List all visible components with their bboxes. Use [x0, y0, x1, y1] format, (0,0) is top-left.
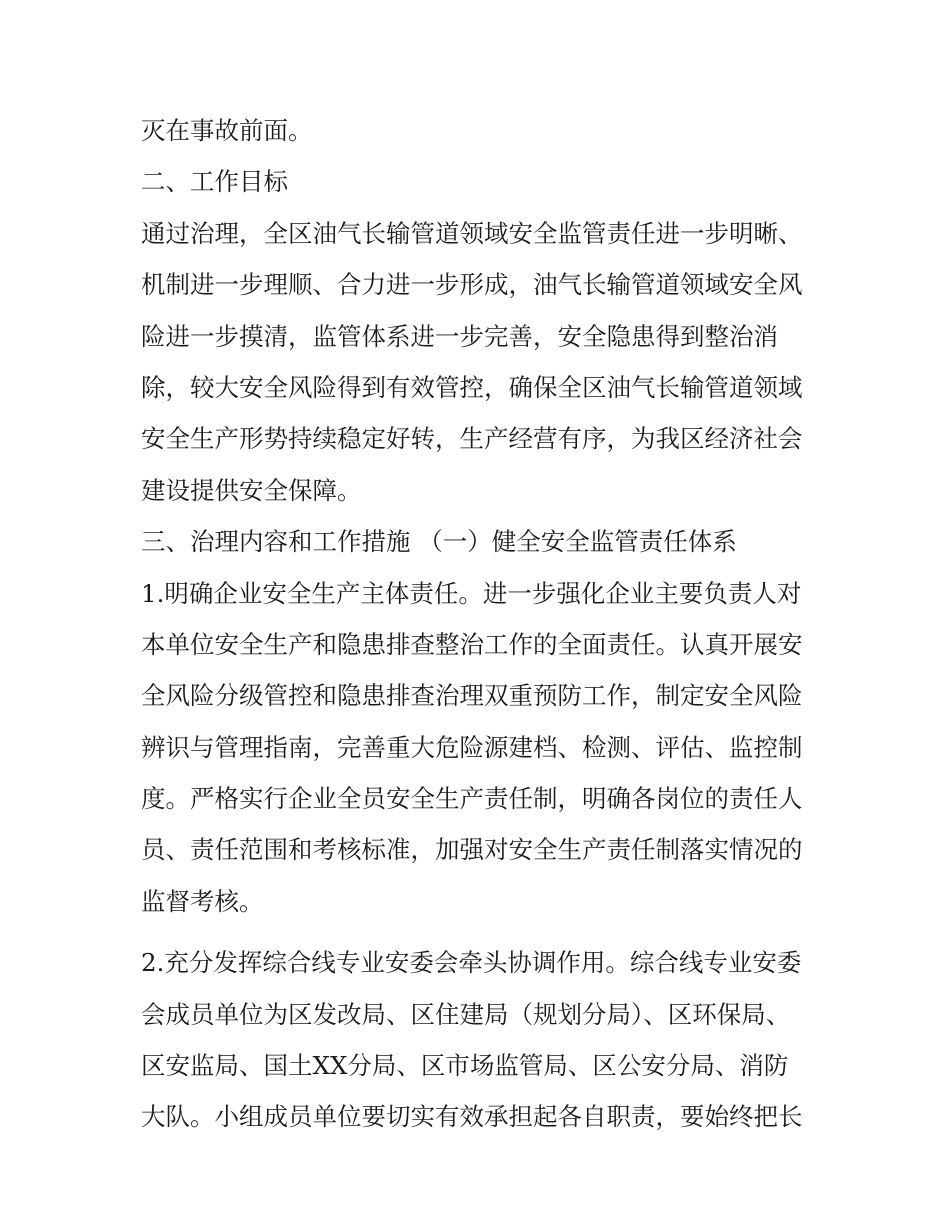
text-line: 险进一步摸清，监管体系进一步完善，安全隐患得到整治消 — [141, 321, 778, 351]
text-line: 除，较大安全风险得到有效管控，确保全区油气长输管道领域 — [141, 372, 803, 402]
text-line: 建设提供安全保障。 — [141, 475, 362, 505]
text-line: 灭在事故前面。 — [141, 116, 313, 145]
text-line: 本单位安全生产和隐患排查整治工作的全面责任。认真开展安 — [141, 629, 803, 659]
section-heading-measures: 三、治理内容和工作措施 （一）健全安全监管责任体系 — [141, 527, 737, 557]
text-line: 监督考核。 — [141, 886, 264, 916]
text-line: 员、责任范围和考核标准，加强对安全生产责任制落实情况的 — [141, 835, 803, 865]
section-heading-goals: 二、工作目标 — [141, 167, 288, 197]
text-line: 辨识与管理指南，完善重大危险源建档、检测、评估、监控制 — [141, 732, 803, 762]
text-line: 区安监局、国土XX分局、区市场监管局、区公安分局、消防 — [141, 1051, 789, 1081]
text-line: 安全生产形势持续稳定好转，生产经营有序，为我区经济社会 — [141, 424, 803, 454]
text-line: 通过治理，全区油气长输管道领域安全监管责任进一步明晰、 — [141, 218, 803, 248]
text-line: 大队。小组成员单位要切实有效承担起各自职责，要始终把长 — [141, 1102, 803, 1132]
document-body — [141, 105, 821, 1143]
text-line: 会成员单位为区发改局、区住建局（规划分局）、区环保局、 — [141, 999, 791, 1029]
text-line: 1.明确企业安全生产主体责任。进一步强化企业主要负责人对 — [141, 578, 802, 608]
text-line: 机制进一步理顺、合力进一步形成，油气长输管道领域安全风 — [141, 270, 803, 300]
text-line: 全风险分级管控和隐患排查治理双重预防工作，制定安全风险 — [141, 681, 803, 711]
text-line: 度。严格实行企业全员安全生产责任制，明确各岗位的责任人 — [141, 784, 803, 814]
text-line: 2.充分发挥综合线专业安委会牵头协调作用。综合线专业安委 — [141, 948, 802, 978]
